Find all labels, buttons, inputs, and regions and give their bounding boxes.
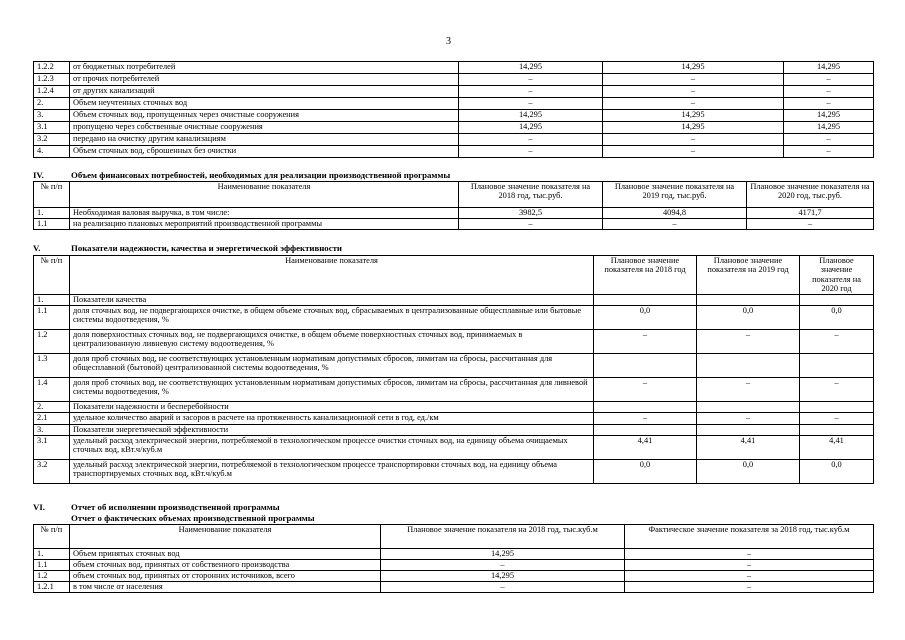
value-cell: 3982,5 (459, 208, 603, 219)
value-cell: – (625, 560, 874, 571)
table-row (34, 305, 874, 329)
table-row (34, 98, 874, 110)
value-cell: – (697, 412, 800, 424)
row-number-cell: 1.1 (34, 560, 70, 571)
value-cell (800, 294, 874, 305)
row-number-cell: 1.2 (34, 571, 70, 582)
row-number-cell: 3.2 (34, 134, 70, 146)
row-number-cell: 3. (34, 424, 70, 435)
section-5-title: Показатели надежности, качества и энергетической эффективности (71, 243, 342, 253)
value-cell (697, 353, 800, 377)
value-cell: 0,0 (800, 459, 874, 483)
indicator-name-cell: доля проб сточных вод, не соответствующих установленным нормативам допустимых сбросов, лимитам на сбросы, рассчитанная для общесплавной (бытовой) централизованной системы водоотведения, % (70, 353, 594, 377)
row-number-cell: 2.1 (34, 412, 70, 424)
value-cell: – (747, 219, 874, 230)
table-row (34, 353, 874, 377)
section-6-number: VI. (33, 502, 45, 512)
indicator-name-cell: в том числе от населения (70, 582, 381, 593)
table-row (34, 424, 874, 435)
header-name: Наименование показателя (70, 525, 381, 549)
indicator-name-cell: Объем неучтенных сточных вод (70, 98, 459, 110)
value-cell: – (625, 549, 874, 560)
header-col3: Плановое значение показателя на 2020 год, тыс.руб. (747, 182, 874, 208)
header-col2: Плановое значение показателя на 2019 год (697, 256, 800, 295)
value-cell: – (381, 582, 625, 593)
row-number-cell: 1.2 (34, 329, 70, 353)
value-cell: – (603, 98, 784, 110)
table-row (34, 294, 874, 305)
financial-needs-table (33, 181, 874, 230)
value-cell: – (459, 98, 603, 110)
table-row (34, 401, 874, 412)
value-cell: – (784, 86, 874, 98)
section-6-title: Отчет об исполнении производственной программы (71, 502, 280, 512)
value-cell: 0,0 (697, 305, 800, 329)
indicator-name-cell: от бюджетных потребителей (70, 62, 459, 74)
actual-volumes-table (33, 524, 874, 593)
indicator-name-cell: Объем сточных вод, пропущенных через очистные сооружения (70, 110, 459, 122)
value-cell: 14,295 (784, 122, 874, 134)
header-col3: Плановое значение показателя на 2020 год (800, 256, 874, 295)
indicator-name-cell: от других канализаций (70, 86, 459, 98)
value-cell: 0,0 (594, 459, 697, 483)
indicator-name-cell: передано на очистку другим канализациям (70, 134, 459, 146)
value-cell: – (800, 412, 874, 424)
value-cell: – (697, 329, 800, 353)
value-cell: – (625, 571, 874, 582)
table-row (34, 62, 874, 74)
indicator-name-cell: доля поверхностных сточных вод, не подвергающихся очистке, в общем объеме поверхностных сточных вод, принимаемых в централизованную ливневую систему водоотведения, % (70, 329, 594, 353)
row-number-cell: 1.2.1 (34, 582, 70, 593)
value-cell: 4171,7 (747, 208, 874, 219)
value-cell: 14,295 (784, 62, 874, 74)
value-cell: – (459, 146, 603, 158)
indicator-name-cell: удельный расход электрической энергии, потребляемой в технологическом процессе очистки сточных вод, на единицу объема очищаемых сточных вод, кВт.ч/куб.м (70, 435, 594, 459)
row-number-cell: 3.1 (34, 435, 70, 459)
row-number-cell: 1. (34, 294, 70, 305)
value-cell: – (459, 219, 603, 230)
header-name: Наименование показателя (70, 182, 459, 208)
table-row (34, 208, 874, 219)
row-number-cell: 1.1 (34, 219, 70, 230)
value-cell: 14,295 (459, 122, 603, 134)
value-cell: 0,0 (594, 305, 697, 329)
value-cell: 0,0 (697, 459, 800, 483)
row-number-cell: 1.2.2 (34, 62, 70, 74)
page-number: 3 (446, 36, 451, 47)
row-number-cell: 3.1 (34, 122, 70, 134)
table-header-row (34, 256, 874, 295)
table-row (34, 329, 874, 353)
indicator-name-cell: Объем принятых сточных вод (70, 549, 381, 560)
table-row (34, 459, 874, 483)
value-cell (800, 401, 874, 412)
value-cell: – (603, 219, 747, 230)
table-row (34, 219, 874, 230)
value-cell: 14,295 (459, 62, 603, 74)
value-cell: – (603, 134, 784, 146)
row-number-cell: 1.3 (34, 353, 70, 377)
header-col1: Плановое значение показателя на 2018 год, тыс.куб.м (381, 525, 625, 549)
table-header-row (34, 182, 874, 208)
indicator-name-cell: Объем сточных вод, сброшенных без очистки (70, 146, 459, 158)
value-cell: 4094,8 (603, 208, 747, 219)
value-cell: 14,295 (381, 571, 625, 582)
table-row (34, 582, 874, 593)
value-cell (800, 353, 874, 377)
value-cell: 14,295 (603, 62, 784, 74)
header-num: № п/п (34, 182, 70, 208)
value-cell: – (800, 329, 874, 353)
row-number-cell: 3.2 (34, 459, 70, 483)
value-cell: – (784, 74, 874, 86)
indicator-name-cell: объем сточных вод, принятых от собственного производства (70, 560, 381, 571)
row-number-cell: 1. (34, 549, 70, 560)
indicator-name-cell: пропущено через собственные очистные сооружения (70, 122, 459, 134)
indicator-name-cell: Показатели надежности и бесперебойности (70, 401, 594, 412)
table-row (34, 435, 874, 459)
header-name: Наименование показателя (70, 256, 594, 295)
header-num: № п/п (34, 525, 70, 549)
row-number-cell: 2. (34, 98, 70, 110)
value-cell: – (381, 560, 625, 571)
row-number-cell: 4. (34, 146, 70, 158)
row-number-cell: 2. (34, 401, 70, 412)
section-4-title: Объем финансовых потребностей, необходимых для реализации производственной программы (71, 170, 451, 180)
value-cell: – (594, 412, 697, 424)
row-number-cell: 1.1 (34, 305, 70, 329)
value-cell: – (784, 98, 874, 110)
row-number-cell: 1.2.3 (34, 74, 70, 86)
value-cell (594, 294, 697, 305)
value-cell (697, 424, 800, 435)
value-cell: – (784, 146, 874, 158)
value-cell: – (459, 134, 603, 146)
table-row (34, 549, 874, 560)
value-cell: 14,295 (784, 110, 874, 122)
section-5-number: V. (33, 243, 41, 253)
value-cell: – (800, 377, 874, 401)
value-cell: – (459, 86, 603, 98)
row-number-cell: 1.2.4 (34, 86, 70, 98)
quality-indicators-table (33, 255, 874, 484)
table-row (34, 134, 874, 146)
header-col2: Плановое значение показателя на 2019 год, тыс.руб. (603, 182, 747, 208)
row-number-cell: 1. (34, 208, 70, 219)
value-cell: – (594, 377, 697, 401)
value-cell (594, 353, 697, 377)
table-row (34, 86, 874, 98)
section-4-number: IV. (33, 170, 44, 180)
value-cell: 14,295 (381, 549, 625, 560)
value-cell: 14,295 (459, 110, 603, 122)
indicator-name-cell: доля сточных вод, не подвергающихся очистке, в общем объеме сточных вод, сбрасываемых в централизованные общесплавные или бытовые системы водоотведения, % (70, 305, 594, 329)
row-number-cell: 3. (34, 110, 70, 122)
table-row (34, 146, 874, 158)
header-col1: Плановое значение показателя на 2018 год, тыс.руб. (459, 182, 603, 208)
value-cell (594, 401, 697, 412)
value-cell: – (625, 582, 874, 593)
indicator-name-cell: доля проб сточных вод, не соответствующих установленным нормативам допустимых сбросов, лимитам на сбросы, рассчитанная для ливневой системы водоотведения, % (70, 377, 594, 401)
value-cell: – (603, 74, 784, 86)
indicator-name-cell: Необходимая валовая выручка, в том числе: (70, 208, 459, 219)
value-cell: – (594, 329, 697, 353)
section-6-heading (33, 503, 280, 513)
indicator-name-cell: Показатели энергетической эффективности (70, 424, 594, 435)
value-cell: 4,41 (697, 435, 800, 459)
header-num: № п/п (34, 256, 70, 295)
indicator-name-cell: объем сточных вод, принятых от сторонних источников, всего (70, 571, 381, 582)
value-cell: – (784, 134, 874, 146)
table-row (34, 571, 874, 582)
indicator-name-cell: от прочих потребителей (70, 74, 459, 86)
value-cell: 4,41 (594, 435, 697, 459)
value-cell (800, 424, 874, 435)
header-col2: Фактическое значение показателя за 2018 год, тыс.куб.м (625, 525, 874, 549)
value-cell (697, 294, 800, 305)
section-5-heading (33, 244, 342, 254)
table-row (34, 122, 874, 134)
wastewater-volume-table (33, 61, 874, 158)
table-row (34, 74, 874, 86)
value-cell: – (459, 74, 603, 86)
table-row (34, 412, 874, 424)
value-cell: 4,41 (800, 435, 874, 459)
table-row (34, 377, 874, 401)
value-cell: – (603, 86, 784, 98)
table-row (34, 560, 874, 571)
table-row (34, 110, 874, 122)
indicator-name-cell: удельный расход электрической энергии, потребляемой в технологическом процессе транспортировки сточных вод, на единицу объема транспортируемых сточных вод, кВт.ч/куб.м (70, 459, 594, 483)
value-cell: 14,295 (603, 110, 784, 122)
row-number-cell: 1.4 (34, 377, 70, 401)
value-cell: 14,295 (603, 122, 784, 134)
header-col1: Плановое значение показателя на 2018 год (594, 256, 697, 295)
indicator-name-cell: на реализацию плановых мероприятий производственной программы (70, 219, 459, 230)
section-4-heading (33, 171, 450, 181)
indicator-name-cell: Показатели качества (70, 294, 594, 305)
value-cell: – (697, 377, 800, 401)
table-header-row (34, 525, 874, 549)
value-cell (594, 424, 697, 435)
value-cell (697, 401, 800, 412)
section-6-subtitle: Отчет о фактических объемах производственной программы (71, 513, 315, 523)
value-cell: – (603, 146, 784, 158)
indicator-name-cell: удельное количество аварий и засоров в расчете на протяженность канализационной сети в год, ед./км (70, 412, 594, 424)
value-cell: 0,0 (800, 305, 874, 329)
